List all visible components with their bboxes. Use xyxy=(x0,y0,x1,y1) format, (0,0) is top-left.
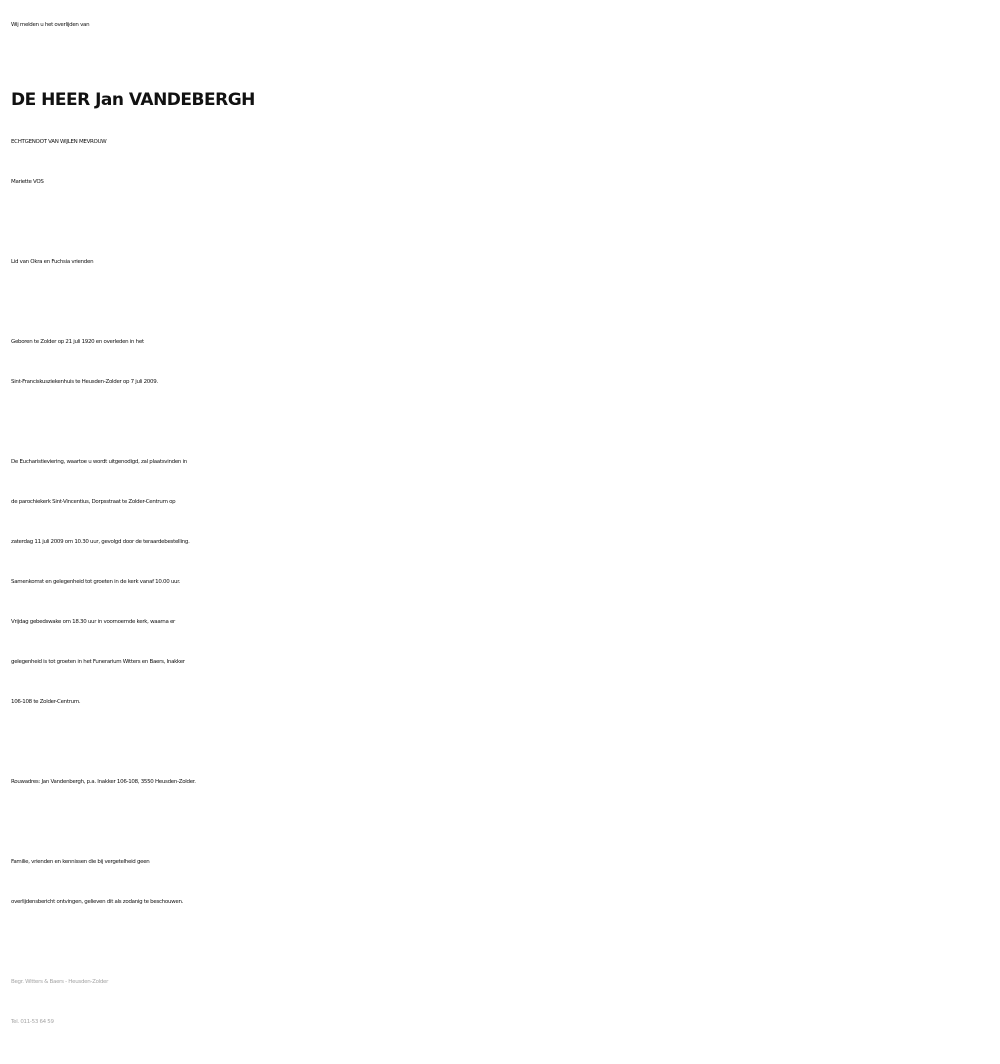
paragraph-line: Geboren te Zolder op 21 juli 1920 en overleden in het xyxy=(11,339,144,345)
paragraph-line: Sint-Franciskusziekenhuis te Heusden-Zolder op 7 juli 2009. xyxy=(11,379,158,385)
paragraph-line: Samenkomst en gelegenheid tot groeten in de kerk vanaf 10.00 uur. xyxy=(11,579,181,585)
spacer xyxy=(11,722,996,762)
birth-death-paragraph xyxy=(11,322,996,402)
relation-line-2: Mariette VOS xyxy=(11,179,44,185)
paragraph-line: overlijdensbericht ontvingen, gelieven dit als zodanig te beschouwen. xyxy=(11,899,184,905)
membership-text: Lid van Okra en Fuchsia vrienden xyxy=(11,259,94,265)
paragraph-line: Familie, vrienden en kennissen die bij vergetelheid geen xyxy=(11,859,150,865)
death-notice xyxy=(11,0,996,1042)
spacer xyxy=(11,922,996,962)
paragraph-line: de parochiekerk Sint-Vincentius, Dorpsstraat te Zolder-Centrum op xyxy=(11,499,176,505)
intro-text: Wij melden u het overlijden van xyxy=(11,22,90,28)
paragraph-line: 106-108 te Zolder-Centrum. xyxy=(11,699,81,705)
ceremony-paragraph xyxy=(11,442,996,722)
paragraph-line: Vrijdag gebedswake om 18.30 uur in voornoemde kerk, waarna er xyxy=(11,619,176,625)
spacer xyxy=(11,802,996,842)
mourning-address: Rouwadres: Jan Vandenbergh, p.a. Inakker 106-108, 3550 Heusden-Zolder. xyxy=(11,779,196,785)
spacer xyxy=(11,402,996,442)
funeral-home-name: Begr. Witters & Baers - Heusden-Zolder xyxy=(11,979,109,985)
paragraph-line: gelegenheid is tot groeten in het Funerarium Witters en Baers, Inakker xyxy=(11,659,185,665)
paragraph-line: De Eucharistieviering, waartoe u wordt uitgenodigd, zal plaatsvinden in xyxy=(11,459,187,465)
footer xyxy=(11,962,996,1042)
deceased-name: DE HEER Jan VANDEBERGH xyxy=(11,90,255,110)
spacer xyxy=(11,202,996,242)
relation-line-1: ECHTGENOOT VAN WIJLEN MEVROUW xyxy=(11,139,107,145)
funeral-home-phone: Tel. 011-53 64 59 xyxy=(11,1019,54,1025)
spacer xyxy=(11,282,996,322)
closing-paragraph xyxy=(11,842,996,922)
paragraph-line: zaterdag 11 juli 2009 om 10.30 uur, gevolgd door de teraardebestelling. xyxy=(11,539,190,545)
